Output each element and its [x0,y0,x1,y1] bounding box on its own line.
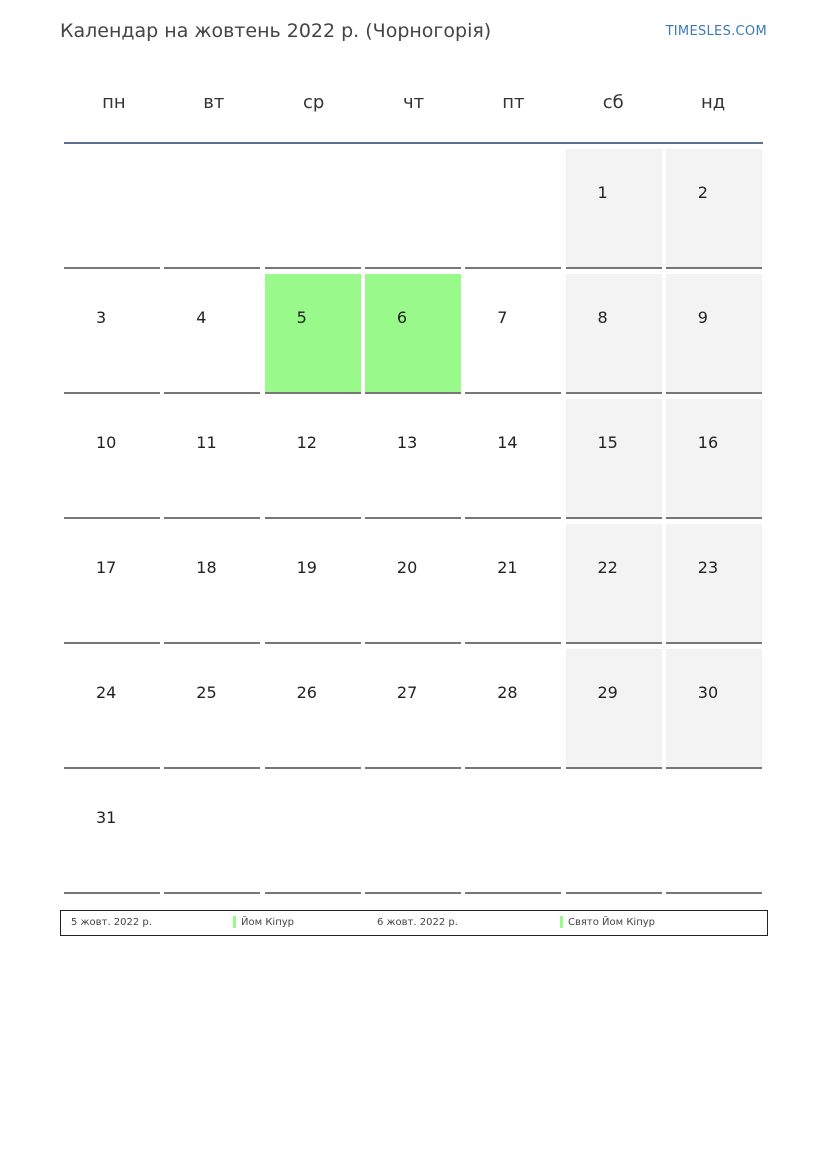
day-number: 11 [196,433,217,452]
day-number: 18 [196,558,217,577]
day-cell [465,524,561,644]
empty-cell [465,774,561,894]
day-cell [666,149,762,269]
day-cell [365,524,461,644]
day-cell [465,399,561,519]
day-cell [265,399,361,519]
day-number: 15 [597,433,618,452]
day-number: 29 [597,683,618,702]
day-cell [164,399,260,519]
day-number: 17 [96,558,117,577]
day-number: 26 [296,683,317,702]
empty-cell [465,149,561,269]
day-cell [164,524,260,644]
legend-name-2: Свято Йом Кіпур [568,917,656,928]
day-number: 6 [396,308,408,327]
day-number: 19 [296,558,317,577]
day-number: 21 [497,558,518,577]
empty-cell [566,774,662,894]
day-cell [465,649,561,769]
day-cell [365,399,461,519]
day-number: 25 [196,683,217,702]
empty-cell [365,149,461,269]
day-cell [265,274,361,394]
day-number: 31 [96,808,117,827]
page-title: Календар на жовтень 2022 р. (Чорногорія) [60,20,492,42]
day-number: 16 [697,433,719,452]
day-number: 14 [497,433,518,452]
day-cell [566,649,662,769]
day-number: 4 [196,308,207,327]
day-number: 1 [597,183,608,202]
day-number: 12 [296,433,317,452]
day-cell [365,274,461,394]
day-number: 13 [396,433,418,452]
weekday-thu: чт [402,92,425,113]
day-cell [465,274,561,394]
legend-name-1: Йом Кіпур [241,917,295,928]
day-cell [666,274,762,394]
day-cell [666,649,762,769]
day-number: 2 [697,183,708,202]
day-cell [64,524,160,644]
legend-marker-1 [233,916,236,928]
day-cell [365,649,461,769]
day-number: 5 [296,308,307,327]
day-cell [164,649,260,769]
legend-marker-2 [560,916,563,928]
holiday-legend [60,910,768,936]
day-number: 23 [697,558,719,577]
day-cell [666,399,762,519]
day-number: 22 [597,558,618,577]
day-number: 24 [96,683,117,702]
legend-date-2: 6 жовт. 2022 р. [377,917,458,928]
day-number: 3 [96,308,107,327]
day-cell [64,774,160,894]
weekday-fri: пт [502,92,525,113]
day-cell [265,649,361,769]
legend-date-1: 5 жовт. 2022 р. [71,917,152,928]
empty-cell [265,774,361,894]
day-cell [265,524,361,644]
day-number: 10 [96,433,117,452]
empty-cell [164,149,260,269]
day-cell [566,274,662,394]
site-link[interactable]: TIMESLES.COM [665,24,767,39]
day-number: 27 [396,683,418,702]
day-number: 28 [497,683,518,702]
day-cell [64,274,160,394]
empty-cell [164,774,260,894]
empty-cell [666,774,762,894]
day-cell [164,274,260,394]
day-number: 8 [597,308,608,327]
empty-cell [265,149,361,269]
day-cell [566,524,662,644]
day-cell [566,399,662,519]
weekday-header [64,88,763,144]
day-number: 20 [396,558,418,577]
weekday-tue: вт [203,92,225,113]
weekday-wed: ср [302,92,325,113]
weekday-sun: нд [700,92,726,113]
day-number: 30 [697,683,719,702]
day-cell [64,399,160,519]
empty-cell [365,774,461,894]
day-cell [64,649,160,769]
day-cell [566,149,662,269]
weekday-mon: пн [102,92,126,113]
weekday-sat: сб [602,92,624,113]
day-number: 7 [497,308,508,327]
empty-cell [64,149,160,269]
day-cell [666,524,762,644]
day-number: 9 [697,308,708,327]
